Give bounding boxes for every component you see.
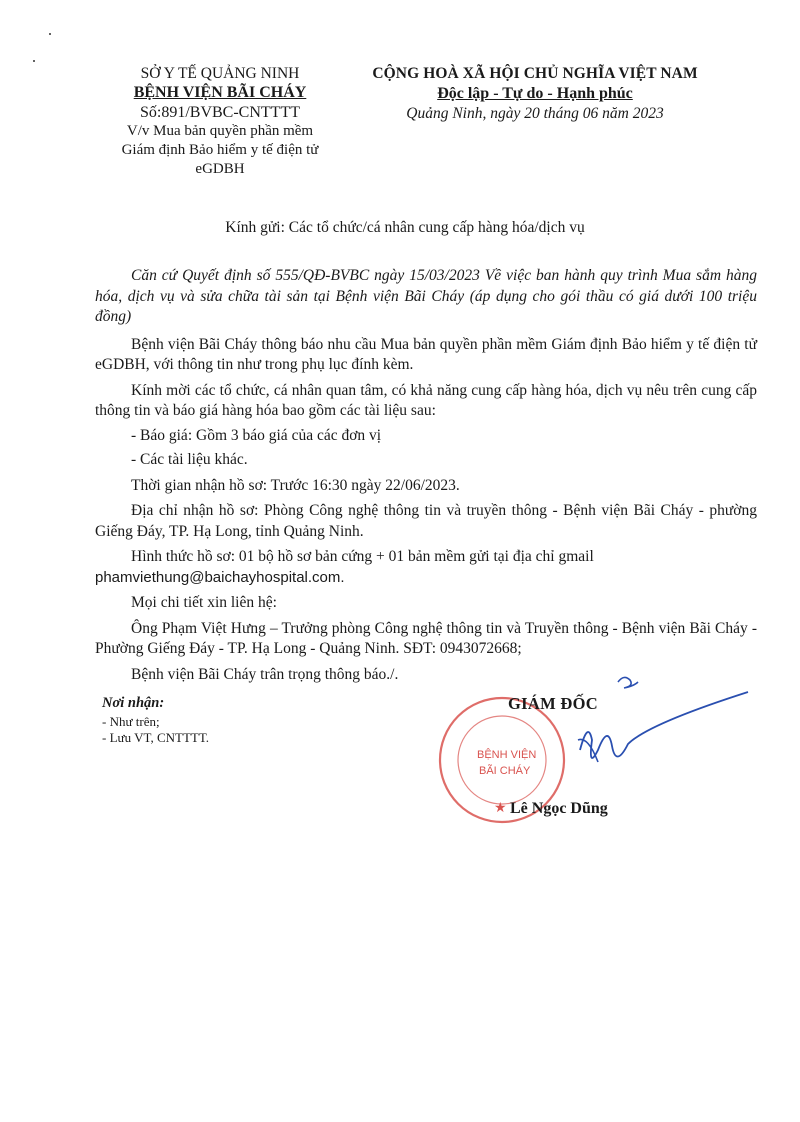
- greeting: Kính gửi: Các tổ chức/cá nhân cung cấp hàng hóa/dịch vụ: [225, 219, 585, 236]
- recipient-item: - Như trên;: [102, 714, 160, 729]
- bullet-other-docs: - Các tài liệu khác.: [131, 451, 248, 468]
- contact-email[interactable]: phamviethung@baichayhospital.com.: [95, 568, 345, 586]
- agency-name: SỞ Y TẾ QUẢNG NINH: [140, 65, 300, 82]
- letter-body: [95, 266, 757, 685]
- seal-star-icon: ★: [494, 800, 507, 816]
- recipients-block: [102, 695, 352, 746]
- issuer-block: [70, 64, 370, 179]
- legal-basis: Căn cứ Quyết định số 555/QĐ-BVBC ngày 15/03/2023 Về việc ban hành quy trình Mua sắm hàng hóa, dịch vụ và sửa chữa tài sản tại Bệnh viện Bãi Cháy (áp dụng cho gói thầu có giá dưới 100 triệu đồng): [95, 267, 757, 325]
- submission-address: Địa chỉ nhận hồ sơ: Phòng Công nghệ thông tin và truyền thông - Bệnh viện Bãi Cháy - phường Giếng Đáy, TP. Hạ Long, tỉnh Quảng Ninh.: [95, 502, 757, 540]
- signer-name: Lê Ngọc Dũng: [510, 800, 608, 817]
- invitation-paragraph: Kính mời các tổ chức, cá nhân quan tâm, có khả năng cung cấp hàng hóa, dịch vụ nêu trên cung cấp thông tin và báo giá hàng hóa bao gồm các tài liệu sau:: [95, 381, 757, 419]
- contact-intro: Mọi chi tiết xin liên hệ:: [131, 594, 277, 611]
- subject-line-1: V/v Mua bản quyền phần mềm: [126, 123, 314, 139]
- document-number: Số:891/BVBC-CNTTTT: [139, 104, 300, 121]
- seal-text-line-1: BỆNH VIỆN: [477, 749, 537, 761]
- place-date: Quảng Ninh, ngày 20 tháng 06 năm 2023: [406, 105, 664, 122]
- seal-text-line-2: BÃI CHÁY: [479, 765, 531, 777]
- scan-speck: [33, 60, 35, 62]
- handwritten-signature: [520, 670, 750, 810]
- submission-format: Hình thức hồ sơ: 01 bộ hồ sơ bản cứng + 01 bản mềm gửi tại địa chỉ gmail: [131, 548, 594, 565]
- recipients-title: Nơi nhận:: [102, 695, 165, 711]
- signature-title: GIÁM ĐỐC: [508, 694, 598, 713]
- deadline: Thời gian nhận hồ sơ: Trước 16:30 ngày 22/06/2023.: [131, 476, 460, 494]
- bullet-quotation: - Báo giá: Gồm 3 báo giá của các đơn vị: [131, 426, 382, 444]
- subject-line-3: eGDBH: [195, 161, 245, 177]
- nation-title: CỘNG HOÀ XÃ HỘI CHỦ NGHĨA VIỆT NAM: [372, 65, 698, 82]
- recipient-item: - Lưu VT, CNTTTT.: [102, 730, 210, 745]
- subject-line-2: Giám định Bảo hiểm y tế điện tử: [121, 142, 319, 158]
- contact-person: Ông Phạm Việt Hưng – Trưởng phòng Công nghệ thông tin và Truyền thông - Bệnh viện Bãi Cháy - Phường Giếng Đáy - TP. Hạ Long - Quảng Ninh. SĐT: 0943072668;: [95, 619, 757, 657]
- hospital-name: BỆNH VIỆN BÃI CHÁY: [133, 84, 307, 101]
- national-header: [330, 64, 740, 124]
- scan-speck: [49, 33, 51, 35]
- closing-line: Bệnh viện Bãi Cháy trân trọng thông báo./.: [131, 665, 399, 683]
- national-motto: Độc lập - Tự do - Hạnh phúc: [437, 85, 633, 102]
- notice-paragraph: Bệnh viện Bãi Cháy thông báo nhu cầu Mua bản quyền phần mềm Giám định Bảo hiểm y tế điện tử eGDBH, với thông tin như trong phụ lục đính kèm.: [95, 335, 757, 373]
